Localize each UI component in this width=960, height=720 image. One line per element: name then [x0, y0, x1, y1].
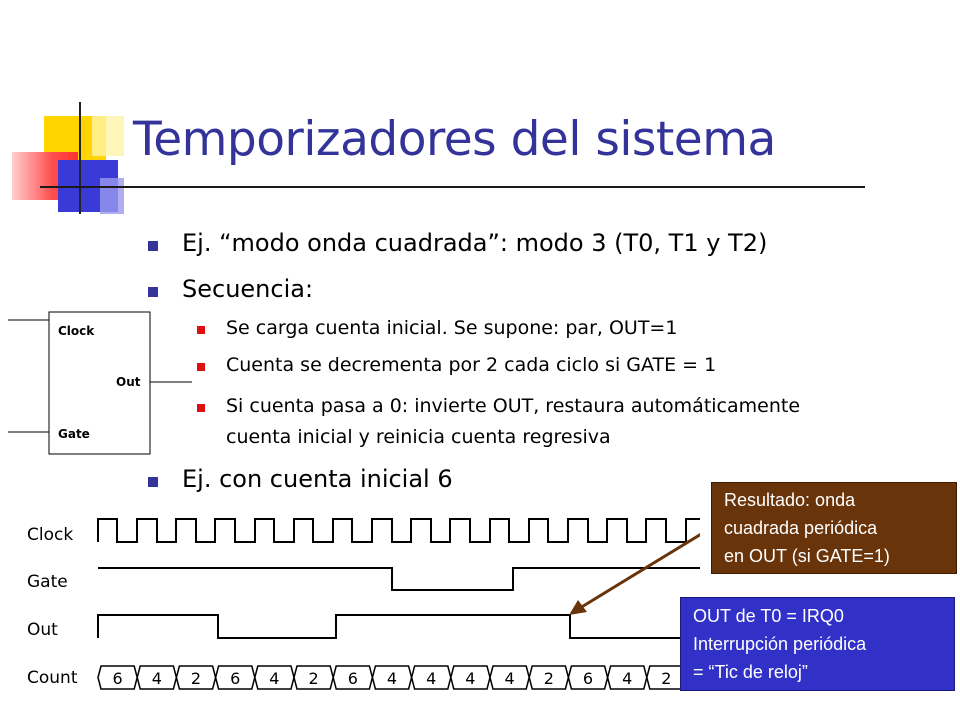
count-value: 2 [661, 669, 672, 688]
count-value: 4 [504, 669, 515, 688]
bullet-text: Ej. con cuenta inicial 6 [182, 465, 453, 493]
sub-bullet-text: Se carga cuenta inicial. Se supone: par, OUT=1 [226, 317, 678, 339]
bullet-marker [148, 287, 158, 297]
clock-waveform [98, 519, 700, 542]
count-value: 4 [426, 669, 437, 688]
logo-blue-blur [100, 178, 124, 214]
bullet-text: Secuencia: [182, 275, 314, 303]
count-value: 4 [622, 669, 633, 688]
timing-label-gate: Gate [27, 572, 68, 592]
timing-label-clock: Clock [27, 525, 74, 545]
sub-bullet-text: Si cuenta pasa a 0: invierte OUT, restaura automáticamente [226, 395, 801, 417]
bullet-text: Ej. “modo onda cuadrada”: modo 3 (T0, T1 y T2) [182, 229, 768, 257]
irq-callout-line: Interrupción periódica [693, 634, 867, 654]
result-callout-line: cuadrada periódica [724, 518, 878, 538]
gate-waveform [98, 568, 700, 590]
count-value: 4 [465, 669, 476, 688]
count-value: 6 [347, 669, 358, 688]
count-value: 4 [151, 669, 162, 688]
bullet-marker [148, 477, 158, 487]
count-value: 6 [112, 669, 123, 688]
block-gate-label: Gate [58, 427, 90, 441]
slide-title: Temporizadores del sistema [133, 112, 776, 167]
result-callout-line: Resultado: onda [724, 490, 856, 510]
logo-vertical-line [79, 102, 81, 214]
block-clock-label: Clock [58, 324, 95, 338]
logo-yellow-blur [92, 116, 124, 156]
count-value: 2 [308, 669, 319, 688]
count-value: 4 [269, 669, 280, 688]
count-bus [98, 666, 686, 689]
irq-callout-line: OUT de T0 = IRQ0 [693, 606, 844, 626]
timing-label-count: Count [27, 668, 78, 688]
title-underline [40, 186, 865, 188]
callout-arrow-head [569, 600, 587, 615]
count-value: 6 [230, 669, 241, 688]
out-waveform [98, 615, 690, 638]
irq-callout-line: = “Tic de reloj” [693, 662, 808, 682]
timing-diagram [0, 500, 700, 700]
count-value: 2 [190, 669, 202, 688]
timing-label-out: Out [27, 620, 58, 640]
count-value: 6 [582, 669, 594, 688]
block-out-label: Out [116, 375, 141, 389]
bullet-marker [148, 241, 158, 251]
count-value: 2 [543, 669, 554, 688]
irq-callout [680, 597, 955, 691]
sub-bullet-text-continuation: cuenta inicial y reinicia cuenta regresiva [226, 426, 611, 448]
sub-bullet-text: Cuenta se decrementa por 2 cada ciclo si GATE = 1 [226, 354, 717, 376]
result-callout-line: en OUT (si GATE=1) [724, 546, 890, 566]
counter-block-diagram [0, 300, 200, 460]
result-callout [711, 482, 957, 574]
count-value: 4 [386, 669, 398, 688]
